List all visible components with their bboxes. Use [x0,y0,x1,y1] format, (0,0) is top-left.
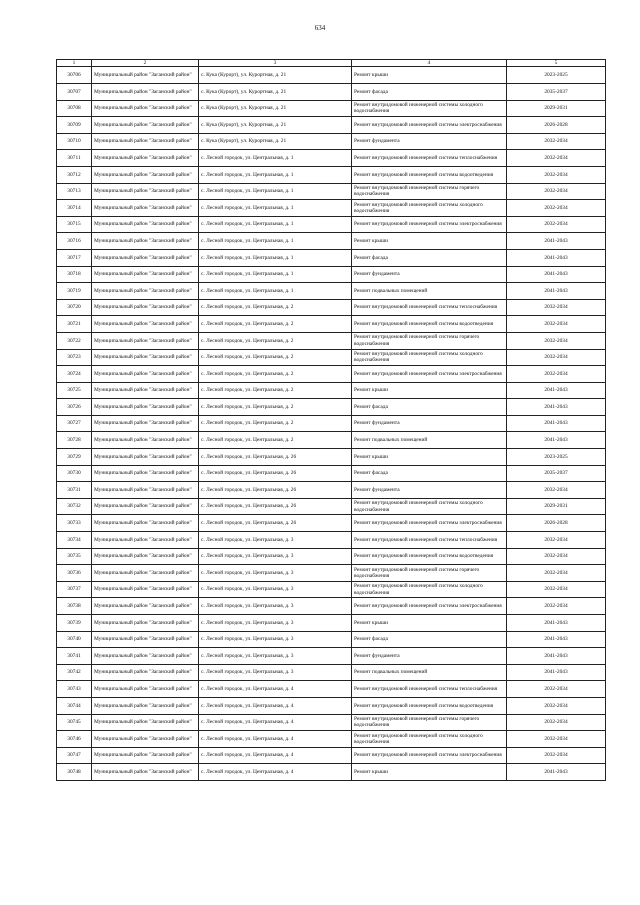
cell-address: с. Кука (Курорт), ул. Курортная, д. 21 [199,67,352,84]
cell-work-type: Ремонт крыши [352,764,507,781]
cell-municipality: Муниципальный район "Заганский район" [92,697,199,714]
cell-row-number: 30734 [57,532,92,549]
cell-address: с. Лесной городок, ул. Центральная, д. 2 [199,332,352,349]
cell-municipality: Муниципальный район "Заганский район" [92,366,199,383]
table-row [57,84,606,101]
cell-work-type: Ремонт фасада [352,631,507,648]
table-row [57,233,606,250]
cell-municipality: Муниципальный район "Заганский район" [92,731,199,748]
cell-address: с. Лесной городок, ул. Центральная, д. 1 [199,183,352,200]
cell-work-type: Ремонт подвальных помещений [352,664,507,681]
cell-row-number: 30713 [57,183,92,200]
cell-period: 2026-2028 [507,515,606,532]
cell-municipality: Муниципальный район "Заганский район" [92,449,199,466]
cell-work-type: Ремонт внутридомовой инженерной системы горячего водоснабжения [352,183,507,200]
cell-address: с. Лесной городок, ул. Центральная, д. 4 [199,697,352,714]
cell-address: с. Лесной городок, ул. Центральная, д. 4 [199,681,352,698]
cell-municipality: Муниципальный район "Заганский район" [92,349,199,366]
cell-municipality: Муниципальный район "Заганский район" [92,200,199,217]
cell-municipality: Муниципальный район "Заганский район" [92,100,199,117]
cell-period: 2035-2037 [507,465,606,482]
cell-work-type: Ремонт внутридомовой инженерной системы горячего водоснабжения [352,714,507,731]
cell-work-type: Ремонт крыши [352,382,507,399]
cell-address: с. Лесной городок, ул. Центральная, д. 2 [199,349,352,366]
cell-work-type: Ремонт внутридомовой инженерной системы теплоснабжения [352,532,507,549]
cell-municipality: Муниципальный район "Заганский район" [92,316,199,333]
cell-address: с. Лесной городок, ул. Центральная, д. 2 [199,399,352,416]
cell-address: с. Лесной городок, ул. Центральная, д. 2 [199,299,352,316]
cell-work-type: Ремонт фундамента [352,133,507,150]
cell-period: 2032-2034 [507,349,606,366]
cell-row-number: 30733 [57,515,92,532]
cell-work-type: Ремонт внутридомовой инженерной системы электроснабжения [352,598,507,615]
cell-period: 2032-2034 [507,183,606,200]
cell-row-number: 30747 [57,747,92,764]
cell-work-type: Ремонт внутридомовой инженерной системы электроснабжения [352,366,507,383]
cell-address: с. Лесной городок, ул. Центральная, д. 3 [199,548,352,565]
header-col-3: 3 [199,60,352,67]
table-row [57,349,606,366]
cell-period: 2032-2034 [507,482,606,499]
table-row [57,166,606,183]
cell-address: с. Лесной городок, ул. Центральная, д. 26 [199,449,352,466]
cell-period: 2032-2034 [507,133,606,150]
cell-work-type: Ремонт внутридомовой инженерной системы теплоснабжения [352,150,507,167]
cell-period: 2032-2034 [507,581,606,598]
cell-address: с. Лесной городок, ул. Центральная, д. 1 [199,249,352,266]
table-row [57,133,606,150]
cell-row-number: 30726 [57,399,92,416]
cell-work-type: Ремонт фасада [352,399,507,416]
cell-period: 2032-2034 [507,316,606,333]
cell-row-number: 30725 [57,382,92,399]
cell-row-number: 30707 [57,84,92,101]
table-row [57,598,606,615]
cell-work-type: Ремонт внутридомовой инженерной системы водоотведения [352,548,507,565]
cell-period: 2032-2034 [507,200,606,217]
cell-period: 2041-2043 [507,283,606,300]
table-row [57,432,606,449]
cell-municipality: Муниципальный район "Заганский район" [92,598,199,615]
cell-row-number: 30714 [57,200,92,217]
table-row [57,150,606,167]
cell-row-number: 30712 [57,166,92,183]
cell-municipality: Муниципальный район "Заганский район" [92,150,199,167]
cell-address: с. Лесной городок, ул. Центральная, д. 3 [199,648,352,665]
cell-municipality: Муниципальный район "Заганский район" [92,67,199,84]
cell-municipality: Муниципальный район "Заганский район" [92,565,199,582]
cell-address: с. Лесной городок, ул. Центральная, д. 1 [199,266,352,283]
table-header [57,60,606,67]
cell-municipality: Муниципальный район "Заганский район" [92,714,199,731]
cell-address: с. Лесной городок, ул. Центральная, д. 4 [199,747,352,764]
cell-period: 2023-2025 [507,449,606,466]
cell-period: 2041-2043 [507,648,606,665]
cell-period: 2041-2043 [507,631,606,648]
cell-row-number: 30736 [57,565,92,582]
cell-address: с. Лесной городок, ул. Центральная, д. 2 [199,316,352,333]
cell-row-number: 30724 [57,366,92,383]
cell-work-type: Ремонт внутридомовой инженерной системы холодного водоснабжения [352,100,507,117]
cell-row-number: 30716 [57,233,92,250]
cell-municipality: Муниципальный район "Заганский район" [92,615,199,632]
table-row [57,581,606,598]
table-row [57,382,606,399]
table-body [57,67,606,781]
cell-period: 2032-2034 [507,731,606,748]
cell-work-type: Ремонт внутридомовой инженерной системы водоотведения [352,697,507,714]
cell-address: с. Лесной городок, ул. Центральная, д. 3 [199,532,352,549]
cell-row-number: 30728 [57,432,92,449]
cell-municipality: Муниципальный район "Заганский район" [92,399,199,416]
cell-period: 2023-2025 [507,67,606,84]
cell-address: с. Лесной городок, ул. Центральная, д. 2 [199,382,352,399]
cell-work-type: Ремонт фасада [352,84,507,101]
table-row [57,731,606,748]
cell-address: с. Лесной городок, ул. Центральная, д. 1 [199,283,352,300]
cell-address: с. Лесной городок, ул. Центральная, д. 3 [199,598,352,615]
cell-period: 2041-2043 [507,266,606,283]
cell-work-type: Ремонт фасада [352,249,507,266]
cell-period: 2032-2034 [507,299,606,316]
repair-schedule-table [56,59,606,781]
cell-municipality: Муниципальный район "Заганский район" [92,183,199,200]
cell-municipality: Муниципальный район "Заганский район" [92,415,199,432]
cell-address: с. Лесной городок, ул. Центральная, д. 26 [199,482,352,499]
table-row [57,100,606,117]
table-row [57,183,606,200]
cell-work-type: Ремонт внутридомовой инженерной системы электроснабжения [352,747,507,764]
cell-row-number: 30737 [57,581,92,598]
cell-period: 2032-2034 [507,681,606,698]
cell-municipality: Муниципальный район "Заганский район" [92,482,199,499]
table-row [57,465,606,482]
cell-municipality: Муниципальный район "Заганский район" [92,747,199,764]
cell-address: с. Лесной городок, ул. Центральная, д. 3 [199,565,352,582]
cell-work-type: Ремонт внутридомовой инженерной системы теплоснабжения [352,681,507,698]
cell-municipality: Муниципальный район "Заганский район" [92,515,199,532]
cell-municipality: Муниципальный район "Заганский район" [92,581,199,598]
table-row [57,117,606,134]
cell-work-type: Ремонт внутридомовой инженерной системы холодного водоснабжения [352,581,507,598]
cell-municipality: Муниципальный район "Заганский район" [92,764,199,781]
table-row [57,498,606,515]
table-row [57,399,606,416]
cell-period: 2032-2034 [507,548,606,565]
cell-work-type: Ремонт внутридомовой инженерной системы горячего водоснабжения [352,332,507,349]
cell-municipality: Муниципальный район "Заганский район" [92,133,199,150]
cell-address: с. Лесной городок, ул. Центральная, д. 4 [199,731,352,748]
table-row [57,200,606,217]
cell-municipality: Муниципальный район "Заганский район" [92,648,199,665]
header-col-4: 4 [352,60,507,67]
table-row [57,648,606,665]
cell-address: с. Лесной городок, ул. Центральная, д. 1 [199,166,352,183]
cell-period: 2032-2034 [507,565,606,582]
cell-address: с. Лесной городок, ул. Центральная, д. 1 [199,200,352,217]
cell-work-type: Ремонт фасада [352,465,507,482]
cell-period: 2029-2031 [507,498,606,515]
cell-municipality: Муниципальный район "Заганский район" [92,465,199,482]
table-row [57,631,606,648]
cell-work-type: Ремонт внутридомовой инженерной системы электроснабжения [352,216,507,233]
cell-work-type: Ремонт фундамента [352,482,507,499]
cell-period: 2032-2034 [507,150,606,167]
cell-period: 2026-2028 [507,117,606,134]
cell-row-number: 30735 [57,548,92,565]
table-row [57,764,606,781]
cell-municipality: Муниципальный район "Заганский район" [92,166,199,183]
cell-row-number: 30721 [57,316,92,333]
cell-row-number: 30729 [57,449,92,466]
cell-municipality: Муниципальный район "Заганский район" [92,631,199,648]
cell-address: с. Лесной городок, ул. Центральная, д. 26 [199,498,352,515]
cell-row-number: 30740 [57,631,92,648]
cell-period: 2032-2034 [507,216,606,233]
cell-municipality: Муниципальный район "Заганский район" [92,117,199,134]
cell-row-number: 30744 [57,697,92,714]
cell-municipality: Муниципальный район "Заганский район" [92,233,199,250]
cell-work-type: Ремонт подвальных помещений [352,432,507,449]
cell-row-number: 30739 [57,615,92,632]
cell-row-number: 30742 [57,664,92,681]
cell-period: 2041-2043 [507,249,606,266]
cell-row-number: 30722 [57,332,92,349]
table-row [57,515,606,532]
cell-address: с. Лесной городок, ул. Центральная, д. 1 [199,233,352,250]
cell-municipality: Муниципальный район "Заганский район" [92,84,199,101]
cell-municipality: Муниципальный район "Заганский район" [92,216,199,233]
cell-work-type: Ремонт внутридомовой инженерной системы горячего водоснабжения [352,565,507,582]
cell-address: с. Кука (Курорт), ул. Курортная, д. 21 [199,84,352,101]
header-col-1: 1 [57,60,92,67]
table-row [57,664,606,681]
cell-address: с. Кука (Курорт), ул. Курортная, д. 21 [199,133,352,150]
table-row [57,747,606,764]
cell-work-type: Ремонт крыши [352,449,507,466]
cell-work-type: Ремонт внутридомовой инженерной системы холодного водоснабжения [352,349,507,366]
cell-period: 2041-2043 [507,664,606,681]
cell-work-type: Ремонт внутридомовой инженерной системы холодного водоснабжения [352,731,507,748]
header-row [57,60,606,67]
cell-work-type: Ремонт фундамента [352,266,507,283]
cell-work-type: Ремонт фундамента [352,415,507,432]
cell-municipality: Муниципальный район "Заганский район" [92,382,199,399]
cell-municipality: Муниципальный район "Заганский район" [92,332,199,349]
cell-period: 2029-2031 [507,100,606,117]
cell-row-number: 30710 [57,133,92,150]
cell-municipality: Муниципальный район "Заганский район" [92,432,199,449]
cell-work-type: Ремонт внутридомовой инженерной системы водоотведения [352,166,507,183]
cell-period: 2041-2043 [507,615,606,632]
cell-period: 2041-2043 [507,233,606,250]
cell-work-type: Ремонт внутридомовой инженерной системы электроснабжения [352,117,507,134]
cell-municipality: Муниципальный район "Заганский район" [92,532,199,549]
cell-work-type: Ремонт внутридомовой инженерной системы теплоснабжения [352,299,507,316]
cell-period: 2032-2034 [507,332,606,349]
cell-address: с. Лесной городок, ул. Центральная, д. 2 [199,415,352,432]
cell-row-number: 30711 [57,150,92,167]
cell-work-type: Ремонт крыши [352,67,507,84]
table-row [57,332,606,349]
cell-row-number: 30708 [57,100,92,117]
cell-address: с. Лесной городок, ул. Центральная, д. 1 [199,216,352,233]
table-row [57,565,606,582]
cell-row-number: 30709 [57,117,92,134]
cell-period: 2041-2043 [507,764,606,781]
cell-address: с. Лесной городок, ул. Центральная, д. 3 [199,615,352,632]
cell-row-number: 30731 [57,482,92,499]
cell-period: 2032-2034 [507,598,606,615]
cell-row-number: 30746 [57,731,92,748]
table-row [57,449,606,466]
table-row [57,681,606,698]
cell-row-number: 30718 [57,266,92,283]
table-row [57,249,606,266]
table-row [57,67,606,84]
cell-row-number: 30720 [57,299,92,316]
page-number: 634 [314,24,326,32]
table-row [57,316,606,333]
cell-row-number: 30748 [57,764,92,781]
cell-municipality: Муниципальный район "Заганский район" [92,299,199,316]
cell-work-type: Ремонт подвальных помещений [352,283,507,300]
cell-row-number: 30738 [57,598,92,615]
cell-address: с. Лесной городок, ул. Центральная, д. 2 [199,366,352,383]
cell-work-type: Ремонт крыши [352,615,507,632]
cell-period: 2032-2034 [507,366,606,383]
cell-period: 2041-2043 [507,399,606,416]
cell-row-number: 30732 [57,498,92,515]
cell-municipality: Муниципальный район "Заганский район" [92,498,199,515]
cell-row-number: 30745 [57,714,92,731]
cell-address: с. Лесной городок, ул. Центральная, д. 3 [199,631,352,648]
table-row [57,697,606,714]
table-row [57,415,606,432]
cell-address: с. Кука (Курорт), ул. Курортная, д. 21 [199,100,352,117]
cell-period: 2041-2043 [507,415,606,432]
cell-municipality: Муниципальный район "Заганский район" [92,548,199,565]
header-col-5: 5 [507,60,606,67]
table-row [57,482,606,499]
cell-row-number: 30741 [57,648,92,665]
cell-address: с. Лесной городок, ул. Центральная, д. 26 [199,515,352,532]
table-row [57,283,606,300]
cell-period: 2032-2034 [507,697,606,714]
cell-address: с. Лесной городок, ул. Центральная, д. 3 [199,664,352,681]
cell-row-number: 30743 [57,681,92,698]
cell-row-number: 30715 [57,216,92,233]
table-row [57,299,606,316]
cell-row-number: 30706 [57,67,92,84]
header-col-2: 2 [92,60,199,67]
cell-period: 2032-2034 [507,747,606,764]
cell-period: 2032-2034 [507,166,606,183]
cell-municipality: Муниципальный район "Заганский район" [92,681,199,698]
table-row [57,548,606,565]
cell-address: с. Лесной городок, ул. Центральная, д. 1 [199,150,352,167]
cell-address: с. Лесной городок, ул. Центральная, д. 3 [199,581,352,598]
cell-work-type: Ремонт внутридомовой инженерной системы водоотведения [352,316,507,333]
cell-address: с. Лесной городок, ул. Центральная, д. 2 [199,432,352,449]
table-row [57,366,606,383]
cell-period: 2041-2043 [507,382,606,399]
cell-row-number: 30727 [57,415,92,432]
cell-work-type: Ремонт крыши [352,233,507,250]
cell-period: 2035-2037 [507,84,606,101]
table-row [57,714,606,731]
cell-work-type: Ремонт фундамента [352,648,507,665]
cell-work-type: Ремонт внутридомовой инженерной системы холодного водоснабжения [352,200,507,217]
table-row [57,266,606,283]
cell-period: 2041-2043 [507,432,606,449]
cell-municipality: Муниципальный район "Заганский район" [92,266,199,283]
cell-municipality: Муниципальный район "Заганский район" [92,664,199,681]
cell-work-type: Ремонт внутридомовой инженерной системы электроснабжения [352,515,507,532]
cell-municipality: Муниципальный район "Заганский район" [92,283,199,300]
cell-period: 2032-2034 [507,714,606,731]
table-row [57,615,606,632]
cell-period: 2032-2034 [507,532,606,549]
cell-row-number: 30717 [57,249,92,266]
table-row [57,216,606,233]
cell-address: с. Лесной городок, ул. Центральная, д. 4 [199,764,352,781]
cell-work-type: Ремонт внутридомовой инженерной системы холодного водоснабжения [352,498,507,515]
cell-municipality: Муниципальный район "Заганский район" [92,249,199,266]
cell-row-number: 30730 [57,465,92,482]
cell-address: с. Лесной городок, ул. Центральная, д. 4 [199,714,352,731]
cell-row-number: 30719 [57,283,92,300]
cell-row-number: 30723 [57,349,92,366]
cell-address: с. Лесной городок, ул. Центральная, д. 26 [199,465,352,482]
cell-address: с. Кука (Курорт), ул. Курортная, д. 21 [199,117,352,134]
table-row [57,532,606,549]
